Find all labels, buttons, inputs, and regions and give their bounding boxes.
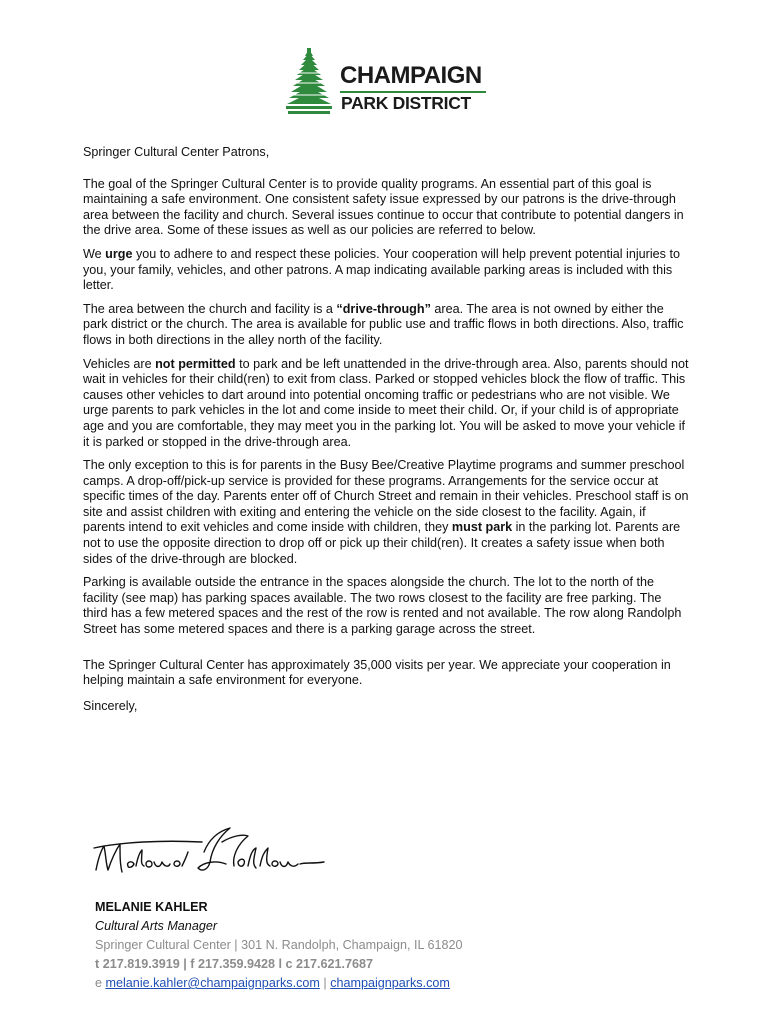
- pine-tree-icon: [284, 46, 334, 116]
- paragraph-goal: The goal of the Springer Cultural Center is to provide quality programs. An essential part of this goal is maintaining a safe environment. One consistent safety issue expressed by our patrons is the drive-through area between the facility and church. Several issues continue to occur that contribute to potential dangers in the drive area. Some of these issues as well as our policies are referred to below.: [83, 176, 684, 238]
- emphasis-drive-through: “drive-through”: [336, 301, 431, 316]
- paragraph-exception: The only exception to this is for parents in the Busy Bee/Creative Playtime programs and summer preschool camps. A drop-off/pick-up service is provided for these programs. Arrangements for the service occur at specific times of the day. Parents enter off of Church Street and remain in their vehicles. Preschool staff is on site and assist children with exiting and entering the vehicle on the side closest to the facility. Again, if parents intend to exit vehicles and come inside with children, they must park in the parking lot. Parents are not to use the opposite direction to drop off or pick up their child(ren). It creates a safety issue when both sides of the drive-through are blocked.: [83, 458, 689, 566]
- signer-phones: t 217.819.3919 | f 217.359.9428 l c 217.621.7687: [95, 957, 374, 971]
- logo-park-district-text: PARK DISTRICT: [341, 93, 471, 113]
- signer-name: MELANIE KAHLER: [95, 900, 208, 914]
- signer-title: Cultural Arts Manager: [95, 919, 218, 933]
- signature-block: [95, 898, 463, 993]
- paragraph-parking: Parking is available outside the entrance in the spaces alongside the church. The lot to the north of the facility (see map) has parking spaces available. The two rows closest to the facility are free parking. The third has a few metered spaces and the rest of the row is rented and not available. The row along Randolph Street has some metered spaces and there is a parking garage across the street.: [83, 575, 682, 637]
- handwritten-signature: [92, 822, 342, 882]
- paragraph-drive-through: The area between the church and facility is a “drive-through” area. The area is not owned by either the park district or the church. The area is available for public use and traffic flows in both directions. Also, traffic flows in both directions in the alley north of the facility.: [83, 301, 684, 347]
- paragraph-urge: We urge you to adhere to and respect these policies. Your cooperation will help prevent potential injuries to you, your family, vehicles, and other patrons. A map indicating available parking areas is included with this letter.: [83, 246, 680, 293]
- emphasis-must-park: must park: [451, 520, 513, 535]
- champaign-park-district-logo: [284, 46, 494, 116]
- link-separator: |: [319, 976, 331, 990]
- letter-body: [83, 145, 689, 722]
- paragraph-visits: The Springer Cultural Center has approximately 35,000 visits per year. We appreciate your cooperation in helping maintain a safe environment for everyone.: [83, 657, 671, 688]
- website-link[interactable]: champaignparks.com: [330, 976, 450, 990]
- emphasis-urge: urge: [105, 246, 133, 261]
- logo-champaign-text: CHAMPAIGN: [340, 62, 482, 89]
- email-link[interactable]: melanie.kahler@champaignparks.com: [105, 976, 320, 990]
- paragraph-not-permitted: Vehicles are not permitted to park and be left unattended in the drive-through area. Also, parents should not wait in vehicles for their child(ren) to exit from class. Parked or stopped vehicles block the flow of traffic. This causes other vehicles to dart around into potential oncoming traffic or pedestrians who are not visible. We urge parents to park vehicles in the lot and come inside to meet their child. Or, if your child is of appropriate age and you are comfortable, they may meet you in the parking lot. You will be asked to move your vehicle if it is parked or stopped in the drive-through area.: [83, 356, 689, 449]
- email-prefix: e: [95, 976, 106, 990]
- closing: Sincerely,: [83, 698, 138, 713]
- emphasis-not-permitted: not permitted: [155, 356, 236, 371]
- greeting: Springer Cultural Center Patrons,: [83, 145, 270, 159]
- signer-links: [95, 974, 463, 993]
- signer-address: Springer Cultural Center | 301 N. Randolph, Champaign, IL 61820: [95, 938, 463, 952]
